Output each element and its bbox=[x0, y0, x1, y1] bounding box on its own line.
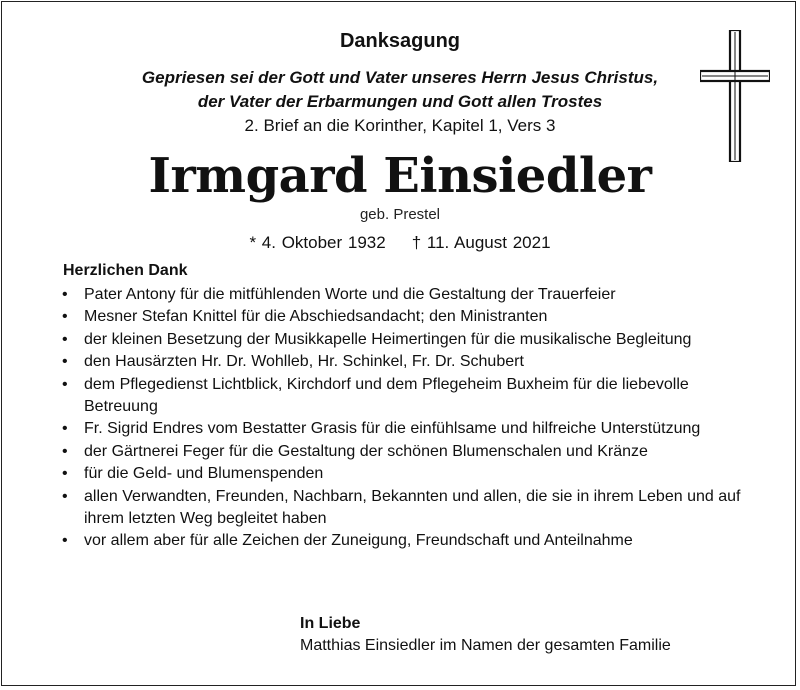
bullet-icon: • bbox=[62, 465, 68, 483]
bullet-icon: • bbox=[62, 487, 68, 505]
bullet-icon: • bbox=[62, 532, 68, 550]
list-item-text: allen Verwandten, Freunden, Nachbarn, Bekannten und allen, die sie in ihrem Leben und auf ihrem letzten Weg begleitet haben bbox=[84, 487, 741, 528]
list-item bbox=[60, 306, 750, 328]
death-date: † 11. August 2021 bbox=[411, 233, 551, 252]
list-item bbox=[60, 486, 750, 531]
list-item-text: vor allem aber für alle Zeichen der Zuneigung, Freundschaft und Anteilnahme bbox=[84, 532, 633, 550]
bullet-icon: • bbox=[62, 353, 68, 371]
list-item bbox=[60, 441, 750, 463]
verse-reference: 2. Brief an die Korinther, Kapitel 1, Vers 3 bbox=[244, 116, 556, 135]
thanks-list bbox=[60, 284, 750, 553]
notice-heading: Danksagung bbox=[339, 30, 461, 52]
bullet-icon: • bbox=[62, 375, 68, 393]
list-item-text: Pater Antony für die mitfühlenden Worte und die Gestaltung der Trauerfeier bbox=[84, 286, 616, 303]
bible-verse bbox=[0, 66, 800, 138]
deceased-name: Irmgard Einsiedler bbox=[148, 148, 652, 204]
closing-greeting: In Liebe bbox=[300, 615, 361, 632]
list-item-text: dem Pflegedienst Lichtblick, Kirchdorf und dem Pflegeheim Buxheim für die liebevolle Betreuung bbox=[84, 375, 689, 416]
list-item bbox=[60, 329, 750, 351]
list-item bbox=[60, 284, 750, 306]
birth-date: * 4. Oktober 1932 bbox=[249, 233, 386, 252]
closing-signature: Matthias Einsiedler im Namen der gesamten Familie bbox=[300, 637, 671, 654]
list-item-text: den Hausärzten Hr. Dr. Wohlleb, Hr. Schinkel, Fr. Dr. Schubert bbox=[84, 353, 524, 371]
list-item bbox=[60, 530, 750, 552]
verse-line-1: Gepriesen sei der Gott und Vater unseres Herrn Jesus Christus, bbox=[141, 68, 659, 87]
bullet-icon: • bbox=[62, 442, 68, 460]
thanks-title: Herzlichen Dank bbox=[63, 262, 188, 279]
list-item-text: der kleinen Besetzung der Musikkapelle Heimertingen für die musikalische Begleitung bbox=[84, 330, 692, 348]
maiden-name: geb. Prestel bbox=[359, 206, 441, 223]
bullet-icon: • bbox=[62, 330, 68, 348]
list-item bbox=[60, 374, 750, 419]
bullet-icon: • bbox=[62, 286, 68, 303]
list-item bbox=[60, 351, 750, 373]
cross-icon bbox=[700, 30, 770, 162]
verse-line-2: der Vater der Erbarmungen und Gott allen Trostes bbox=[197, 92, 603, 111]
list-item-text: für die Geld- und Blumenspenden bbox=[84, 465, 324, 483]
list-item-text: Mesner Stefan Knittel für die Abschiedsandacht; den Ministranten bbox=[84, 308, 548, 326]
life-dates bbox=[0, 233, 800, 253]
list-item bbox=[60, 463, 750, 485]
list-item bbox=[60, 418, 750, 440]
list-item-text: Fr. Sigrid Endres vom Bestatter Grasis für die einfühlsame und hilfreiche Unterstützung bbox=[84, 420, 701, 438]
bullet-icon: • bbox=[62, 308, 68, 326]
bullet-icon: • bbox=[62, 420, 68, 438]
list-item-text: der Gärtnerei Feger für die Gestaltung der schönen Blumenschalen und Kränze bbox=[84, 442, 648, 460]
